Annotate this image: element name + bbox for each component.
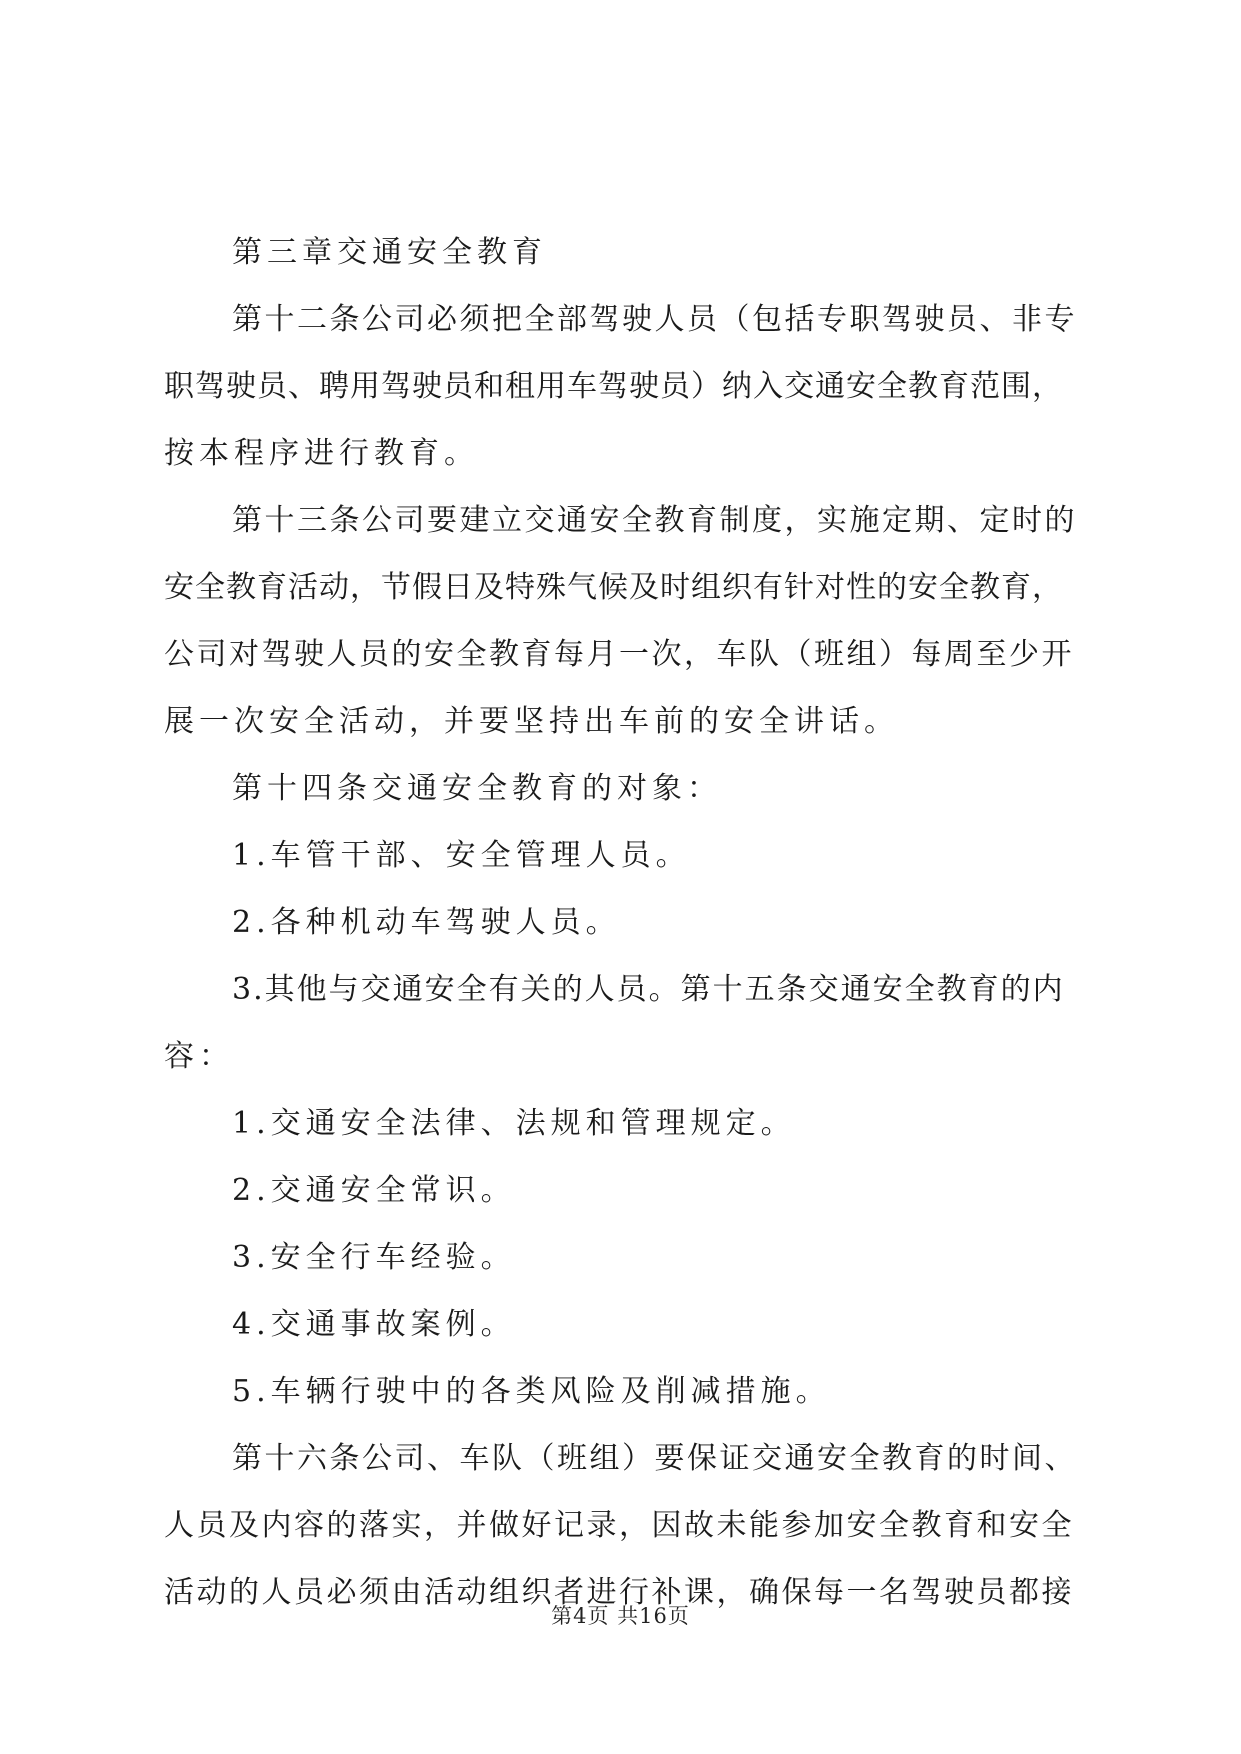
paragraph-line: 公司对驾驶人员的安全教育每月一次，车队（班组）每周至少开: [164, 637, 1074, 672]
list-item: 5.车辆行驶中的各类风险及削减措施。: [232, 1374, 831, 1409]
paragraph-line: 展一次安全活动，并要坚持出车前的安全讲话。: [164, 704, 899, 739]
paragraph-line: 第十四条交通安全教育的对象：: [232, 771, 722, 806]
list-item: 1.交通安全法律、法规和管理规定。: [232, 1106, 796, 1141]
paragraph-line: 人员及内容的落实，并做好记录，因故未能参加安全教育和安全: [164, 1508, 1074, 1543]
list-item: 1.车管干部、安全管理人员。: [232, 838, 691, 873]
paragraph-line: 第十六条公司、车队（班组）要保证交通安全教育的时间、: [232, 1441, 1077, 1476]
paragraph-line: 按本程序进行教育。: [164, 436, 479, 471]
list-item: 3.其他与交通安全有关的人员。第十五条交通安全教育的内: [232, 972, 1065, 1007]
list-item: 2.各种机动车驾驶人员。: [232, 905, 621, 940]
paragraph-line: 第十二条公司必须把全部驾驶人员（包括专职驾驶员、非专: [232, 302, 1077, 337]
list-item: 2.交通安全常识。: [232, 1173, 516, 1208]
paragraph-line: 容：: [164, 1039, 234, 1074]
paragraph-line: 活动的人员必须由活动组织者进行补课，确保每一名驾驶员都接: [164, 1575, 1074, 1610]
list-item: 4.交通事故案例。: [232, 1307, 516, 1342]
paragraph-line: 第十三条公司要建立交通安全教育制度，实施定期、定时的: [232, 503, 1077, 538]
paragraph-line: 安全教育活动，节假日及特殊气候及时组织有针对性的安全教育，: [164, 570, 1063, 605]
paragraph-line: 职驾驶员、聘用驾驶员和租用车驾驶员）纳入交通安全教育范围，: [164, 369, 1063, 404]
chapter-heading: 第三章交通安全教育: [232, 235, 547, 270]
list-item: 3.安全行车经验。: [232, 1240, 516, 1275]
page-number-footer: 第4页 共16页: [551, 1604, 690, 1628]
